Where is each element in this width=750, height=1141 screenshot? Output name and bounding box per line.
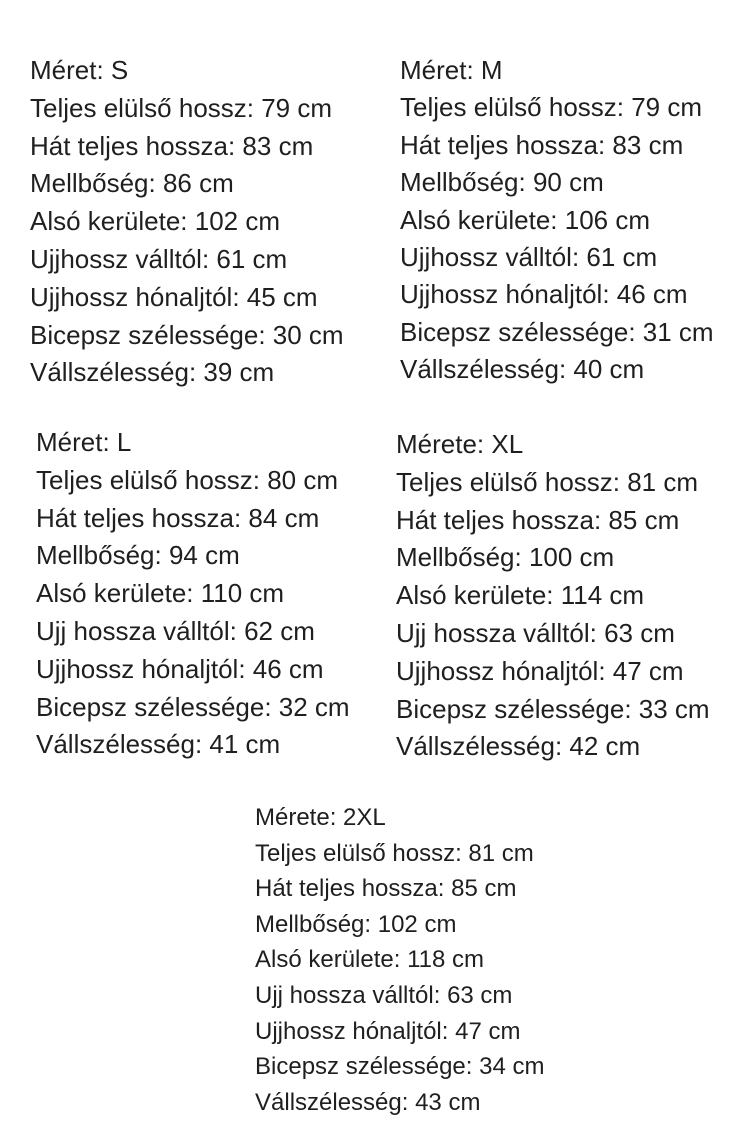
size-block-m bbox=[400, 52, 750, 389]
sleeve-length-from-shoulder: Ujjhossz válltól: 61 cm bbox=[400, 242, 658, 273]
size-block-l bbox=[36, 424, 366, 764]
chest-width: Mellbőség: 86 cm bbox=[30, 168, 234, 199]
sleeve-length-from-shoulder: Ujj hossza válltól: 62 cm bbox=[36, 615, 315, 646]
shoulder-width: Vállszélesség: 41 cm bbox=[36, 729, 281, 760]
bicep-width: Bicepsz szélessége: 34 cm bbox=[255, 1053, 545, 1081]
size-label: Méret: L bbox=[36, 427, 132, 457]
chest-width: Mellbőség: 102 cm bbox=[255, 910, 457, 938]
front-length: Teljes elülső hossz: 79 cm bbox=[30, 92, 333, 123]
back-length: Hát teljes hossza: 83 cm bbox=[400, 129, 684, 160]
chest-width: Mellbőség: 100 cm bbox=[396, 542, 615, 573]
shoulder-width: Vállszélesség: 42 cm bbox=[396, 731, 641, 762]
bicep-width: Bicepsz szélessége: 31 cm bbox=[400, 316, 714, 347]
sleeve-length-from-armpit: Ujjhossz hónaljtól: 45 cm bbox=[30, 281, 318, 312]
size-block-s bbox=[30, 52, 370, 392]
bicep-width: Bicepsz szélessége: 30 cm bbox=[30, 319, 344, 350]
sleeve-length-from-armpit: Ujjhossz hónaljtól: 46 cm bbox=[400, 279, 688, 310]
sleeve-length-from-armpit: Ujjhossz hónaljtól: 46 cm bbox=[36, 653, 324, 684]
sleeve-length-from-shoulder: Ujj hossza válltól: 63 cm bbox=[396, 617, 675, 648]
size-label: Méret: S bbox=[30, 55, 129, 85]
bicep-width: Bicepsz szélessége: 33 cm bbox=[396, 693, 710, 724]
chest-width: Mellbőség: 90 cm bbox=[400, 167, 604, 198]
sleeve-length-from-shoulder: Ujjhossz válltól: 61 cm bbox=[30, 243, 288, 274]
front-length: Teljes elülső hossz: 81 cm bbox=[255, 839, 534, 867]
sleeve-length-from-shoulder: Ujj hossza válltól: 63 cm bbox=[255, 981, 513, 1009]
hem-circumference: Alsó kerülete: 118 cm bbox=[255, 946, 484, 974]
shoulder-width: Vállszélesség: 43 cm bbox=[255, 1088, 481, 1116]
hem-circumference: Alsó kerülete: 106 cm bbox=[400, 204, 651, 235]
sleeve-length-from-armpit: Ujjhossz hónaljtól: 47 cm bbox=[255, 1017, 521, 1045]
size-label: Mérete: XL bbox=[396, 429, 524, 459]
chest-width: Mellbőség: 94 cm bbox=[36, 540, 240, 571]
back-length: Hát teljes hossza: 85 cm bbox=[255, 875, 517, 903]
front-length: Teljes elülső hossz: 79 cm bbox=[400, 92, 703, 123]
hem-circumference: Alsó kerülete: 114 cm bbox=[396, 580, 645, 611]
shoulder-width: Vállszélesség: 40 cm bbox=[400, 354, 645, 385]
back-length: Hát teljes hossza: 85 cm bbox=[396, 504, 680, 535]
bicep-width: Bicepsz szélessége: 32 cm bbox=[36, 691, 350, 722]
sleeve-length-from-armpit: Ujjhossz hónaljtól: 47 cm bbox=[396, 655, 684, 686]
size-block-2xl bbox=[255, 800, 655, 1120]
hem-circumference: Alsó kerülete: 102 cm bbox=[30, 206, 281, 237]
front-length: Teljes elülső hossz: 81 cm bbox=[396, 466, 699, 497]
front-length: Teljes elülső hossz: 80 cm bbox=[36, 464, 339, 495]
shoulder-width: Vállszélesség: 39 cm bbox=[30, 357, 275, 388]
back-length: Hát teljes hossza: 83 cm bbox=[30, 130, 314, 161]
back-length: Hát teljes hossza: 84 cm bbox=[36, 502, 320, 533]
size-label: Méret: M bbox=[400, 55, 503, 85]
hem-circumference: Alsó kerülete: 110 cm bbox=[36, 578, 285, 609]
size-label: Mérete: 2XL bbox=[255, 804, 386, 831]
size-block-xl bbox=[396, 426, 750, 766]
